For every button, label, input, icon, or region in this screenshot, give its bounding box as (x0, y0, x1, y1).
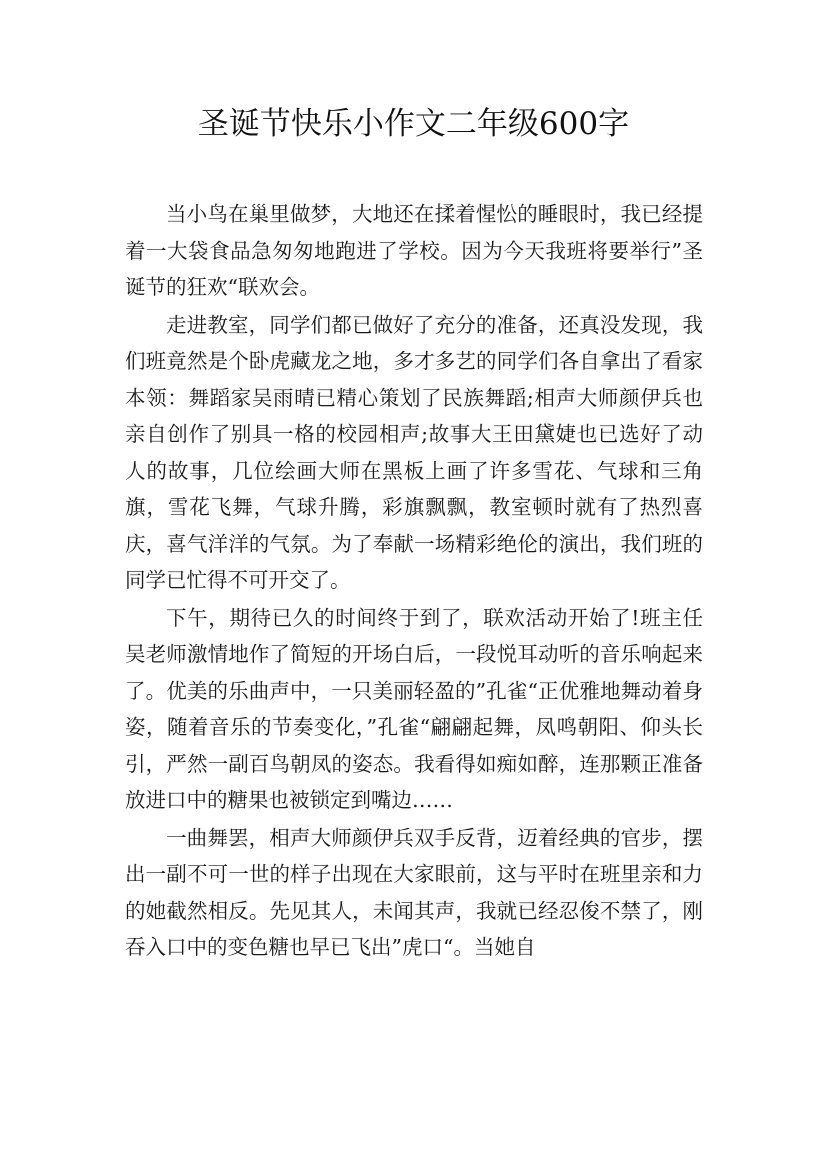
paragraph-3: 下午，期待已久的时间终于到了，联欢活动开始了!班主任吴老师激情地作了简短的开场白后，一段悦耳动听的音乐响起来了。优美的乐曲声中，一只美丽轻盈的”孔雀“正优雅地舞动着身姿，随着音乐的节奏变化，”孔雀“翩翩起舞，凤鸣朝阳、仰头长引，严然一副百鸟朝凤的姿态。我看得如痴如醉，连那颗正准备放进口中的糖果也被锁定到嘴边…… (125, 605, 703, 812)
paragraph-2: 走进教室，同学们都已做好了充分的准备，还真没发现，我们班竟然是个卧虎藏龙之地，多才多艺的同学们各自拿出了看家本领：舞蹈家吴雨晴已精心策划了民族舞蹈;相声大师颜伊兵也亲自创作了别具一格的校园相声;故事大王田黛婕也已选好了动人的故事，几位绘画大师在黑板上画了许多雪花、气球和三角旗，雪花飞舞，气球升腾，彩旗飘飘，教室顿时就有了热烈喜庆，喜气洋洋的气氛。为了奉献一场精彩绝伦的演出，我们班的同学已忙得不可开交了。 (125, 312, 703, 592)
paragraph-4: 一曲舞罢，相声大师颜伊兵双手反背，迈着经典的官步，摆出一副不可一世的样子出现在大家眼前，这与平时在班里亲和力的她截然相反。先见其人，未闻其声，我就已经忍俊不禁了，刚吞入口中的变色糖也早已飞出”虎口“。当她自 (125, 825, 703, 959)
page-title: 圣诞节快乐小作文二年级600字 (197, 106, 630, 142)
article-body (125, 196, 703, 966)
paragraph-1: 当小鸟在巢里做梦，大地还在揉着惺忪的睡眼时，我已经提着一大袋食品急匆匆地跑进了学校。因为今天我班将要举行”圣诞节的狂欢“联欢会。 (125, 202, 703, 299)
